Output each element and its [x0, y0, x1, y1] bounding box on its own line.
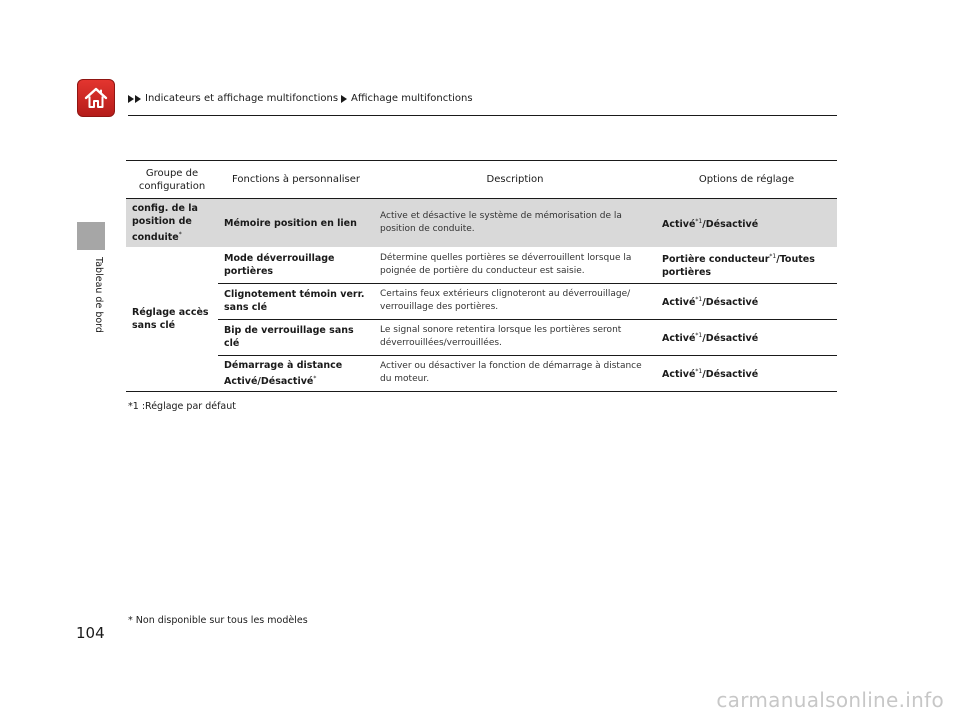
function-name: Démarrage à distance Activé/Désactivé [224, 359, 343, 387]
option-a: Activé [662, 219, 696, 231]
header-description: Description [374, 161, 656, 199]
settings-table [126, 160, 837, 392]
default-mark: *1 [695, 368, 703, 376]
default-mark: *1 [695, 332, 703, 340]
breadcrumb-arrows-icon [128, 95, 142, 103]
watermark: carmanualsonline.info [716, 688, 944, 712]
function-cell: Clignotement témoin verr. sans clé [218, 283, 374, 319]
option-separator: / [776, 254, 780, 266]
breadcrumb-item-affichage[interactable]: Affichage multifonctions [351, 93, 473, 104]
header-groupe: Groupe de configuration [126, 161, 218, 199]
table-row [126, 283, 837, 319]
availability-footnote: * Non disponible sur tous les modèles [128, 615, 308, 626]
function-cell [218, 355, 374, 391]
page-number: 104 [76, 624, 105, 642]
option-b: Toutes portières [662, 254, 815, 279]
breadcrumb-arrow-icon [341, 95, 348, 103]
option-separator: / [702, 297, 706, 309]
home-button[interactable] [77, 79, 115, 117]
option-b: Désactivé [705, 297, 759, 309]
table-row [126, 319, 837, 355]
option-a: Portière conducteur [662, 254, 770, 266]
description-cell: Certains feux extérieurs clignoteront au déverrouillage/ verrouillage des portières. [374, 283, 656, 319]
option-a: Activé [662, 297, 696, 309]
description-cell: Activer ou désactiver la fonction de démarrage à distance du moteur. [374, 355, 656, 391]
description-cell: Le signal sonore retentira lorsque les portières seront déverrouillées/verrouillées. [374, 319, 656, 355]
option-a: Activé [662, 369, 696, 381]
breadcrumb [128, 93, 473, 104]
function-cell: Mémoire position en lien [218, 199, 374, 248]
option-b: Désactivé [705, 333, 759, 345]
options-cell [656, 283, 837, 319]
options-cell [656, 355, 837, 391]
header-options: Options de réglage [656, 161, 837, 199]
default-footnote: *1 :Réglage par défaut [128, 401, 236, 412]
description-cell: Active et désactive le système de mémorisation de la position de conduite. [374, 199, 656, 248]
options-cell [656, 199, 837, 248]
group-name: config. de la position de conduite [132, 203, 198, 244]
table-row [126, 199, 837, 248]
default-mark: *1 [695, 218, 703, 225]
section-label: Tableau de bord [93, 257, 104, 333]
default-mark: *1 [695, 296, 703, 304]
option-b: Désactivé [705, 369, 759, 381]
option-separator: / [702, 369, 706, 381]
group-cell [126, 199, 218, 248]
header-rule [128, 115, 837, 116]
home-icon [82, 84, 110, 112]
table-row [126, 355, 837, 391]
option-b: Désactivé [705, 219, 759, 231]
default-mark: *1 [769, 253, 777, 261]
unavailable-mark: * [313, 374, 317, 382]
table-header-row [126, 161, 837, 199]
unavailable-mark: * [178, 231, 182, 238]
header-fonctions: Fonctions à personnaliser [218, 161, 374, 199]
group-cell: Réglage accès sans clé [126, 247, 218, 391]
description-cell: Détermine quelles portières se déverrouillent lorsque la poignée de portière du conducteur est saisie. [374, 247, 656, 283]
function-cell: Bip de verrouillage sans clé [218, 319, 374, 355]
function-cell: Mode déverrouillage portières [218, 247, 374, 283]
options-cell [656, 247, 837, 283]
option-separator: / [702, 333, 706, 345]
option-a: Activé [662, 333, 696, 345]
breadcrumb-item-indicateurs[interactable]: Indicateurs et affichage multifonctions [145, 93, 339, 104]
option-separator: / [702, 219, 706, 231]
section-tab [77, 222, 105, 250]
options-cell [656, 319, 837, 355]
table-row [126, 247, 837, 283]
